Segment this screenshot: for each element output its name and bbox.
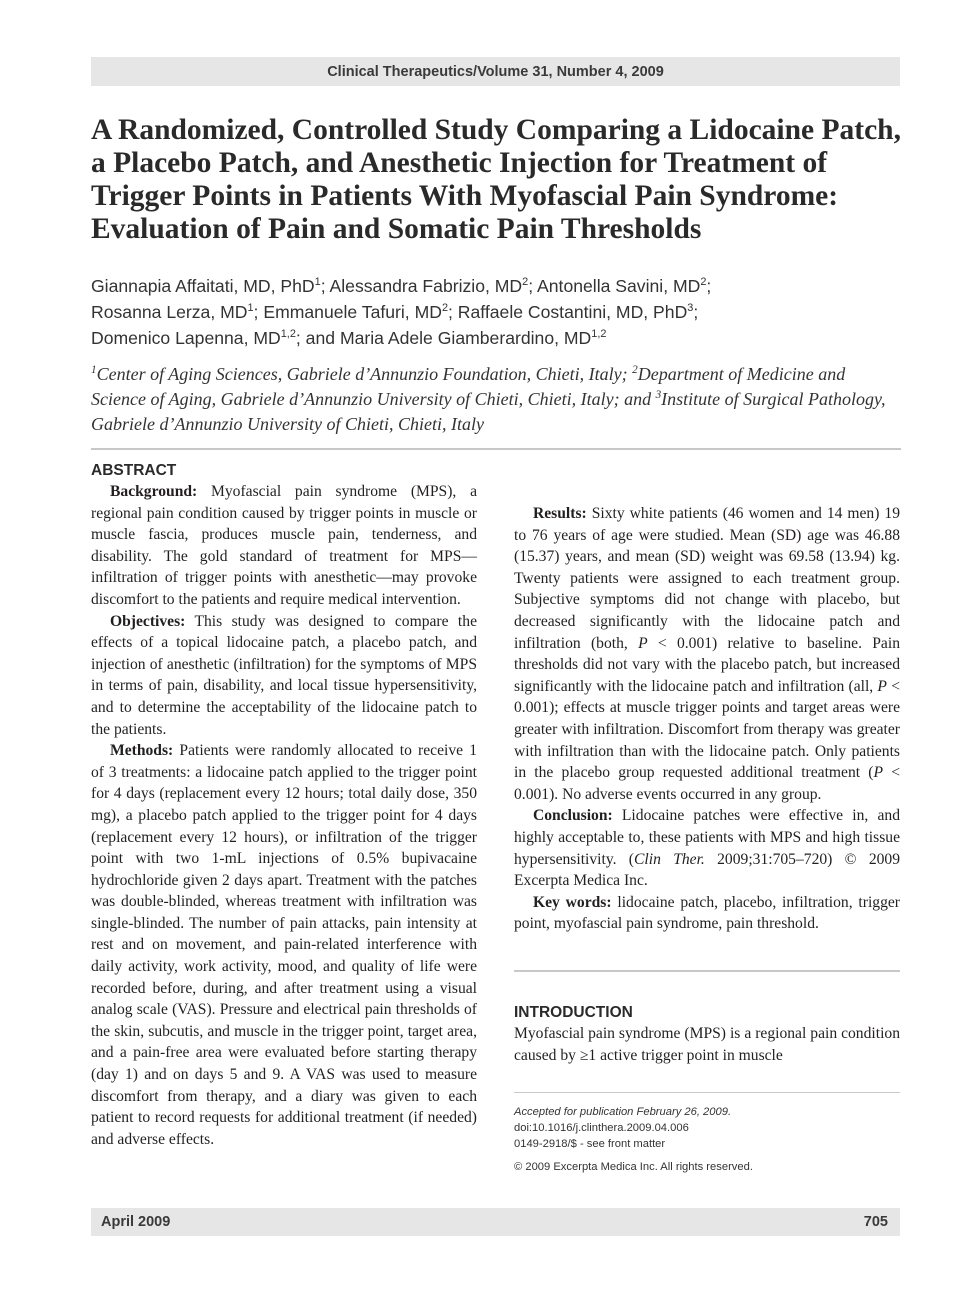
abstract-results: Results: Sixty white patients (46 women and 14 men) 19 to 76 years of age were studied. Mean (SD) age was 46.88 (15.37) years, and mean (SD) weight was 69.58 (13.94) kg. Twenty patients were assigned to each treatment group. Subjective symptoms did not change with placebo, but decreased significantly with the lidocaine patch and infiltration (both, P < 0.001) relative to baseline. Pain thresholds did not vary with the placebo patch, but increased significantly with the lidocaine patch and infiltration (all, P < 0.001); effects at muscle trigger points and target areas were greater with infiltration. Discomfort from therapy was greater with infiltration than with the lidocaine patch. Only patients in the placebo group requested additional treatment (P < 0.001). No adverse events occurred in any group. [514, 505, 900, 803]
abstract-background: Background: Myofascial pain syndrome (MPS), a regional pain condition caused by trigger points in muscle or muscle fascia, produces muscle pain, tenderness, and disability. The gold standard of treatment for MPS—infiltration of trigger points with anesthetic—may provoke discomfort to the patients and require medical intervention. [91, 483, 477, 608]
running-header [91, 57, 900, 86]
author: Rosanna Lerza, $MD^1$; [91, 302, 264, 322]
introduction-heading: INTRODUCTION [514, 1004, 633, 1021]
doi: doi:10.1016/j.clinthera.2009.04.006 [514, 1122, 689, 1135]
divider [91, 448, 901, 450]
issue-date: April 2009 [101, 1214, 171, 1230]
abstract-keywords: Key words: lidocaine patch, placebo, infiltration, trigger point, myofascial pain syndrome, pain threshold. [514, 893, 900, 933]
affiliation: Institute of Surgical Pathology, Gabriele d’Annunzio University of Chieti, Chieti, Italy [91, 389, 886, 434]
abstract-methods: Methods: Patients were randomly allocated to receive 1 of 3 treatments: a lidocaine patch applied to the trigger point for 4 days (replacement every 12 hours; total daily dose, 350 mg), a placebo patch applied to the trigger point for 4 days (replacement every 12 hours), or infiltration of the trigger point with two 1-mL injections of 0.5% bupivacaine hydrochloride given 2 days apart. Treatment with the patches was double-blinded, whereas treatment with infiltration was single-blinded. The number of pain attacks, pain intensity at rest and on movement, and pain-related interference with daily activity, work activity, mood, and quality of life were recorded before, during, and after treatment using a visual analog scale (VAS). Pressure and electrical pain thresholds of the skin, subcutis, and muscle in the trigger point, target area, and a pain-free area were evaluated before starting therapy (day 1) and on days 5 and 9. A VAS was used to measure discomfort from therapy, and a diary was given to each patient to record requests for additional treatment (if needed) and adverse effects. [91, 742, 477, 1148]
affiliation: Department of Medicine and Science of Aging, Gabriele d’Annunzio University of Chieti, Chieti, Italy; and [91, 364, 846, 409]
running-footer [91, 1208, 900, 1236]
introduction-text: Myofascial pain syndrome (MPS) is a regional pain condition caused by ≥1 active trigger point in muscle [514, 1025, 900, 1064]
affiliation: Center of Aging Sciences, Gabriele d’Annunzio Foundation, Chieti, Italy; [96, 364, 633, 384]
abstract-objectives: Objectives: This study was designed to compare the effects of a topical lidocaine patch, a placebo patch, and injection of anesthetic (infiltration) for the symptoms of MPS in terms of pain, disability, and local tissue hypersensitivity, and to determine the acceptability of the lidocaine patch to the patients. [91, 612, 477, 738]
affiliations: $^1$Center of Aging Sciences, Gabriele d’Annunzio Foundation, Chieti, Italy; $^2$Department of Medicine and Science of Aging, Gabriele d’Annunzio University of Chieti, Chieti, Italy; and $^3$Institute of Surgical Pathology, Gabriele d’Annunzio University of Chieti, Chieti, Italy [91, 364, 886, 434]
issn: 0149-2918/$ - see front matter [514, 1138, 666, 1151]
accepted-date: Accepted for publication February 26, 2009. [514, 1106, 732, 1118]
abstract-heading: ABSTRACT [91, 462, 177, 479]
page-number: 705 [863, 1214, 888, 1230]
abstract-conclusion: Conclusion: Lidocaine patches were effective in, and highly acceptable to, these patients with MPS and high tissue hypersensitivity. (Clin Ther. 2009;31:705–720) © 2009 Excerpta Medica Inc. [514, 807, 901, 890]
abstract-column-left [91, 461, 477, 1150]
abstract-column-right [514, 461, 900, 935]
copyright: © 2009 Excerpta Medica Inc. All rights reserved. [514, 1160, 753, 1173]
journal-line: Clinical Therapeutics/Volume 31, Number 4, 2009 [327, 64, 664, 80]
author: Raffaele Costantini, MD, PhD$^3$; [457, 302, 699, 322]
author: Antonella Savini, $MD^2$; [537, 276, 712, 296]
article-footnote [514, 1104, 900, 1175]
article-title: A Randomized, Controlled Study Comparing a Lidocaine Patch, a Placebo Patch, and Anesthetic Injection for Treatment of Trigger Points in Patients With Myofascial Pain Syndrome: Evaluation of Pain and Somatic Pain Thresholds [91, 114, 901, 245]
author-list [91, 273, 901, 351]
author: Maria Adele Giamberardino, MD$^{1,2}$ [339, 328, 607, 348]
introduction-section [514, 1003, 900, 1066]
divider [514, 970, 900, 972]
author: Alessandra Fabrizio, $MD^2$; [329, 276, 538, 296]
author: Giannapia Affaitati, MD, PhD$^1$; [91, 276, 330, 296]
author: Domenico Lapenna, MD$^{1,2}$; and [91, 328, 340, 348]
divider [514, 1092, 900, 1093]
author: Emmanuele Tafuri, $MD^2$; [263, 302, 458, 322]
